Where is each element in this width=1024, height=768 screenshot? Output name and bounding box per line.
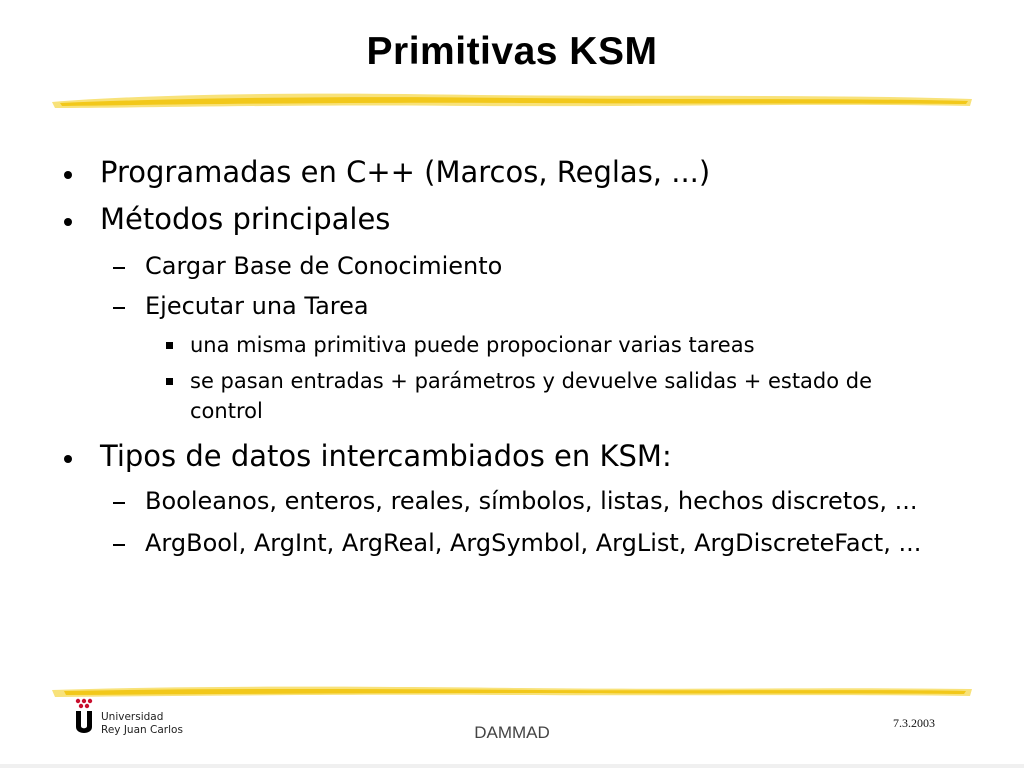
footer-date: 7.3.2003: [893, 716, 935, 730]
bullet-item: Tipos de datos intercambiados en KSM:: [100, 439, 672, 473]
sub-item: Ejecutar una Tarea: [145, 292, 369, 320]
university-name-line1: Universidad: [101, 711, 164, 723]
square-marker: [166, 378, 173, 385]
square-marker: [166, 342, 173, 349]
footer-label: DAMMAD: [474, 723, 550, 742]
dash-marker: [113, 544, 125, 546]
dash-marker: [113, 307, 125, 309]
sub-item: ArgBool, ArgInt, ArgReal, ArgSymbol, ArgList, ArgDiscreteFact, ...: [145, 529, 922, 557]
dash-marker: [113, 502, 125, 504]
sub-sub-item: una misma primitiva puede propocionar varias tareas: [190, 333, 755, 357]
sub-item: Booleanos, enteros, reales, símbolos, listas, hechos discretos, ...: [145, 487, 918, 515]
top-decorative-stroke: [0, 86, 1024, 116]
bullet-dot: [64, 455, 72, 463]
dash-marker: [113, 267, 125, 269]
bullet-dot: [64, 171, 72, 179]
bottom-rule: [0, 764, 1024, 768]
sub-sub-item-continuation: control: [190, 399, 263, 423]
sub-item: Cargar Base de Conocimiento: [145, 252, 503, 280]
bullet-dot: [64, 218, 72, 226]
bullet-item: Programadas en C++ (Marcos, Reglas, ...): [100, 155, 711, 189]
sub-sub-item: se pasan entradas + parámetros y devuelve salidas + estado de: [190, 369, 873, 393]
university-name-line2: Rey Juan Carlos: [101, 723, 183, 736]
slide-title: Primitivas KSM: [366, 30, 658, 73]
bullet-item: Métodos principales: [100, 202, 391, 236]
